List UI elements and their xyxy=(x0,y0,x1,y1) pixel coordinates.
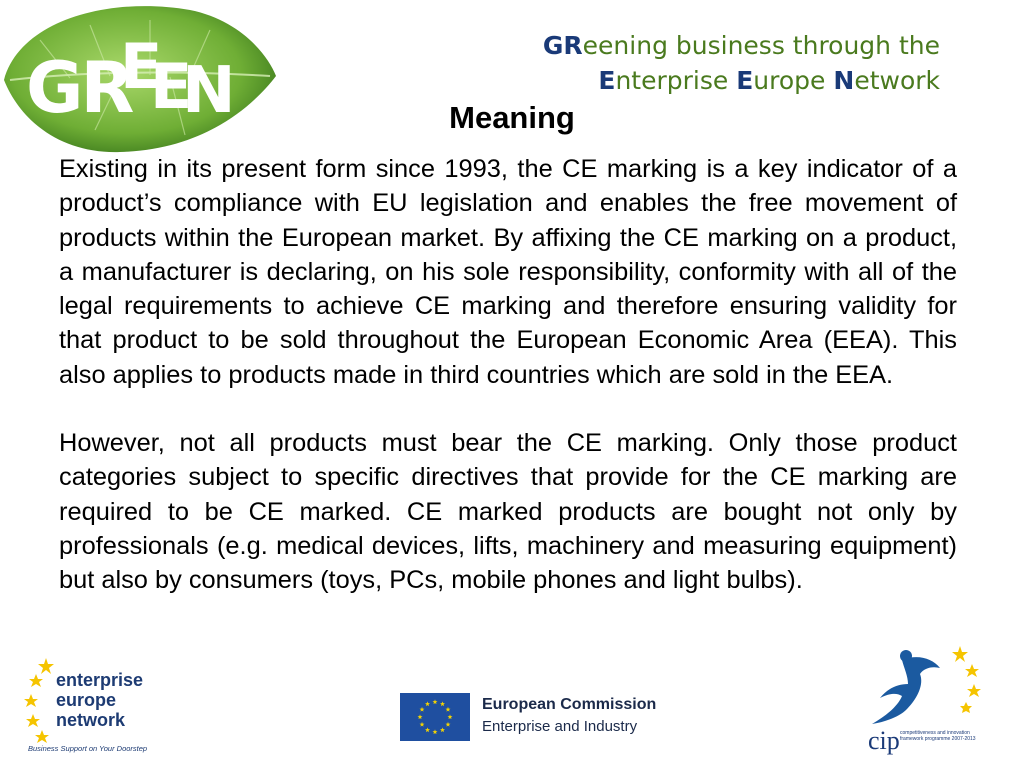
ec-title: European Commission xyxy=(482,696,657,713)
svg-text:E: E xyxy=(120,30,163,103)
svg-text:N: N xyxy=(182,54,236,128)
een-line-3: network xyxy=(56,710,126,730)
svg-text:E: E xyxy=(150,50,193,123)
een-line-2: europe xyxy=(56,690,117,710)
slide-title: Meaning xyxy=(449,100,575,135)
tagline-segment: etwork xyxy=(854,66,940,95)
runner-icon xyxy=(862,640,987,735)
tagline-segment: urope xyxy=(753,66,834,95)
tagline-segment: GR xyxy=(542,31,583,60)
tagline-segment: N xyxy=(833,66,855,95)
ec-subtitle: Enterprise and Industry xyxy=(482,718,638,735)
tagline-segment: eening business through the xyxy=(582,31,940,60)
cip-subtext: competitiveness and innovation framework programme 2007-2013 xyxy=(900,730,976,742)
een-wordmark xyxy=(56,670,143,730)
een-tagline: Business Support on Your Doorstep xyxy=(28,744,148,753)
tagline-segment: nterprise xyxy=(615,66,737,95)
cip-logo xyxy=(862,640,987,760)
european-commission-logo xyxy=(400,693,690,745)
paragraph-2: However, not all products must bear the CE marking. Only those product categories subject to specific directives that provide for the CE marking are required to be CE marked. CE marked products are bought not only by professionals (e.g. medical devices, lifts, machinery and measuring equipment) but also by consumers (toys, PCs, mobile phones and light bulbs). xyxy=(59,429,957,595)
tagline-segment: E xyxy=(598,66,616,95)
tagline-line-2 xyxy=(543,63,940,98)
eu-flag-icon xyxy=(400,693,470,741)
header-tagline xyxy=(543,28,940,98)
cip-wordmark: cip xyxy=(868,726,900,755)
paragraph-1: Existing in its present form since 1993, the CE marking is a key indicator of a product’s compliance with EU legislation and enables the free movement of products within the European market. By affixing the CE marking on a product, a manufacturer is declaring, on his sole responsibility, conformity with all of the legal requirements to achieve CE marking and therefore ensuring validity for that product to be sold throughout the European Economic Area (EEA). This also applies to products made in third countries which are sold in the EEA. xyxy=(59,155,957,389)
enterprise-europe-network-logo xyxy=(24,656,174,760)
tagline-segment: E xyxy=(736,66,754,95)
een-line-1: enterprise xyxy=(56,670,144,690)
green-logo-text: GR xyxy=(26,47,132,129)
tagline-line-1 xyxy=(543,28,940,63)
body-text xyxy=(59,152,957,598)
